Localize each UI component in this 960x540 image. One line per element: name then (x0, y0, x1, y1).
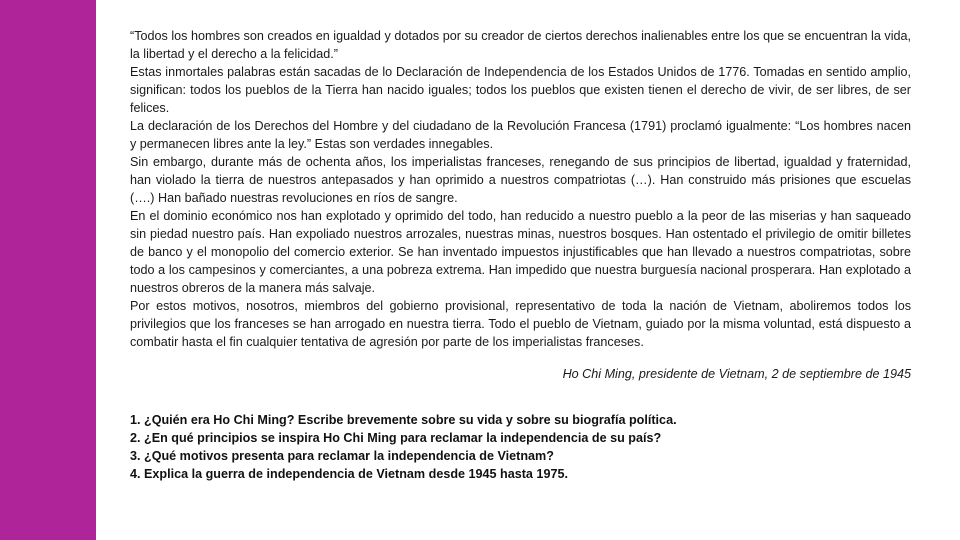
paragraph-declaration-us: Estas inmortales palabras están sacadas de lo Declaración de Independencia de los Estados Unidos de 1776. Tomadas en sentido amplio, significan: todos los pueblos de la Tierra han nacido iguales; todos los pueblos que existen tienen el derecho de vivir, de ser libres, de ser felices. (130, 65, 911, 115)
question-item: 3. ¿Qué motivos presenta para reclamar la independencia de Vietnam? (130, 449, 554, 463)
sidebar-accent-bar (0, 0, 96, 540)
paragraph-colonial-oppression: Sin embargo, durante más de ochenta años, los imperialistas franceses, renegando de sus principios de libertad, igualdad y fraternidad, han violado la tierra de nuestros antepasados y han oprimido a nuestros compatriotas (…). Han construido más prisiones que escuelas (….) Han bañado nuestras revoluciones en ríos de sangre. (130, 155, 911, 205)
questions-list (130, 411, 911, 483)
question-item: 4. Explica la guerra de independencia de Vietnam desde 1945 hasta 1975. (130, 467, 568, 481)
paragraph-economic-exploitation: En el dominio económico nos han explotado y oprimido del todo, han reducido a nuestro pueblo a la peor de las miserias y han saqueado sin piedad nuestro país. Han expoliado nuestros arrozales, nuestras minas, nuestros bosques. Han ostentado el privilegio de omitir billetes de banco y el monopolio del comercio exterior. Se han inventado impuestos injustificables que han llevado a nuestros compatriotas, sobre todo a los campesinos y comerciantes, a una pobreza extrema. Han impedido que nuestra burguesía nacional prosperara. Han explotado a nuestros obreros de la manera más salvaje. (130, 209, 911, 295)
question-item: 2. ¿En qué principios se inspira Ho Chi Ming para reclamar la independencia de su país? (130, 431, 662, 445)
paragraph-provisional-government: Por estos motivos, nosotros, miembros del gobierno provisional, representativo de toda la nación de Vietnam, aboliremos todos los privilegios que los franceses se han arrogado en nuestra tierra. Todo el pueblo de Vietnam, guiado por la misma voluntad, está dispuesto a combatir hasta el fin cualquier tentativa de agresión por parte de los imperialistas franceses. (130, 299, 911, 349)
question-item: 1. ¿Quién era Ho Chi Ming? Escribe brevemente sobre su vida y sobre su biografía política. (130, 413, 677, 427)
document-body (130, 27, 911, 483)
paragraph-quote: “Todos los hombres son creados en igualdad y dotados por su creador de ciertos derechos inalienables entre los que se encuentran la vida, la libertad y el derecho a la felicidad.” (130, 29, 911, 61)
paragraph-declaration-france: La declaración de los Derechos del Hombre y del ciudadano de la Revolución Francesa (1791) proclamó igualmente: “Los hombres nacen y permanecen libres ante la ley.” Estas son verdades innegables. (130, 119, 911, 151)
signature-line: Ho Chi Ming, presidente de Vietnam, 2 de septiembre de 1945 (562, 367, 911, 381)
